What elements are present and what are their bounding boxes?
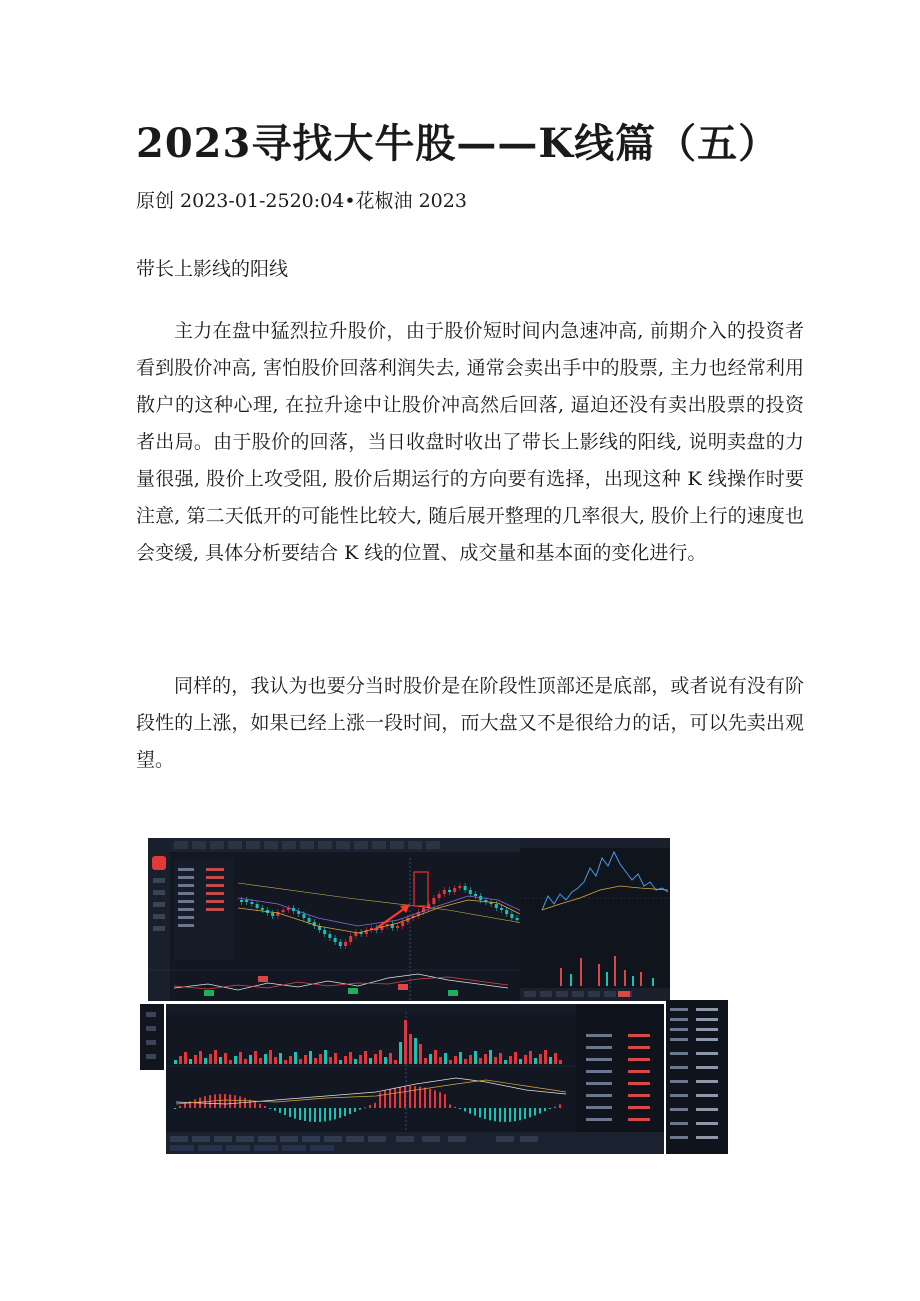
volume-bar [454,1056,457,1064]
volume-bar [184,1052,187,1064]
macd-bar [459,1108,461,1109]
macd-bar [444,1094,446,1108]
macd-bar [449,1104,451,1108]
volume-bar [349,1052,352,1064]
volume-bar [289,1056,292,1064]
candle-body [458,886,461,888]
macd-bar [474,1108,476,1116]
volume-bar [314,1058,317,1064]
candle-body [282,910,285,912]
candle-body [250,902,253,904]
volume-bar [244,1059,247,1064]
macd-bar [504,1108,506,1122]
candle-body [500,908,503,910]
volume-bar [474,1051,477,1064]
macd-bar [194,1099,196,1108]
volume-bar [279,1053,282,1064]
intraday-chart-screenshot [520,838,724,1001]
macd-bar [559,1104,561,1108]
macd-bar [314,1108,316,1122]
section-heading: 带长上影线的阳线 [136,258,289,280]
macd-bar [274,1108,276,1111]
volume-bar [219,1057,222,1064]
macd-bar [264,1106,266,1108]
volume-bar [274,1057,277,1064]
volume-bar [444,1053,447,1064]
macd-bar [174,1108,176,1109]
volume-bar [434,1050,437,1064]
macd-bar [519,1108,521,1120]
volume-bar [194,1055,197,1064]
volume-bar [439,1057,442,1064]
macd-bar [279,1108,281,1113]
intraday-chart-image [520,838,724,1001]
app-logo-icon [152,856,166,870]
volume-bar [419,1044,422,1064]
macd-bar [329,1108,331,1121]
volume-bar [519,1059,522,1064]
macd-bar [344,1108,346,1116]
candle-body [240,900,243,902]
candle-body [510,914,513,918]
candle-body [245,900,248,902]
macd-bar [539,1108,541,1113]
volume-bar [249,1055,252,1064]
volume-bar [364,1051,367,1064]
candle-body [516,918,519,920]
volume-bar [459,1052,462,1064]
volume-bar [264,1054,267,1064]
volume-bar [174,1060,177,1064]
macd-bar [184,1103,186,1108]
candle-body [261,908,264,910]
macd-bar [239,1096,241,1108]
volume-bar [514,1052,517,1064]
macd-bar [364,1107,366,1108]
candle-body [453,888,456,892]
macd-bar [354,1108,356,1112]
volume-bar [259,1058,262,1064]
volume-bar [339,1060,342,1064]
candle-body [334,938,337,942]
volume-bar [344,1056,347,1064]
candle-body [438,894,441,898]
volume-bar [544,1050,547,1064]
macd-bar [469,1108,471,1114]
volume-bar [559,1060,562,1064]
macd-bar [409,1086,411,1108]
macd-bar [359,1108,361,1110]
volume-bar [469,1055,472,1064]
candle-body [464,886,467,890]
macd-bar [454,1107,456,1108]
macd-bar [269,1108,271,1109]
volume-bar [549,1057,552,1064]
macd-bar [219,1094,221,1108]
volume-bar [299,1059,302,1064]
candle-body [443,890,446,894]
macd-bar [179,1106,181,1108]
article-meta: 原创 2023-01-2520:04•花椒油 2023 [136,190,467,212]
macd-bar [509,1108,511,1122]
macd-bar [419,1087,421,1108]
volume-bar [229,1060,232,1064]
macd-bar [369,1105,371,1108]
volume-bar [404,1020,407,1064]
candle-body [302,914,305,918]
volume-bar [329,1057,332,1064]
volume-bar [399,1042,402,1064]
volume-bar [294,1052,297,1064]
candle-body [271,913,274,916]
macd-bar [434,1090,436,1108]
macd-bar [534,1108,536,1116]
volume-bar [254,1051,257,1064]
volume-bar [224,1053,227,1064]
volume-bar [539,1054,542,1064]
candle-body [339,942,342,946]
volume-bar [479,1058,482,1064]
macd-bar [254,1102,256,1108]
macd-bar [304,1108,306,1121]
candle-body [396,926,399,928]
volume-bar [489,1050,492,1064]
macd-bar [259,1104,261,1108]
macd-bar [464,1108,466,1111]
volume-bar [214,1050,217,1064]
volume-bar [359,1055,362,1064]
volume-bar [504,1060,507,1064]
quote-list-screenshot [666,1000,728,1154]
volume-bar [554,1053,557,1064]
volume-bar [239,1052,242,1064]
volume-bar [374,1054,377,1064]
macd-bar [319,1108,321,1122]
volume-bar [534,1058,537,1064]
volume-bar [379,1050,382,1064]
volume-bar [449,1060,452,1064]
paragraph-2: 同样的，我认为也要分当时股价是在阶段性顶部还是底部，或者说有没有阶段性的上涨，如果已经上涨一段时间，而大盘又不是很给力的话，可以先卖出观望。 [136,675,804,771]
volume-bar [484,1054,487,1064]
macd-bar [349,1108,351,1114]
quote-list-image [666,1000,728,1154]
macd-bar [229,1094,231,1108]
volume-macd-image [166,1004,664,1154]
macd-bar [324,1108,326,1121]
macd-bar [524,1108,526,1119]
volume-bar [509,1056,512,1064]
candle-body [256,904,259,908]
volume-bar [189,1059,192,1064]
macd-bar [289,1108,291,1117]
macd-bar [424,1088,426,1108]
macd-bar [414,1086,416,1108]
macd-bar [549,1108,551,1109]
volume-bar [429,1054,432,1064]
volume-bar [494,1057,497,1064]
macd-bar [439,1092,441,1108]
volume-bar [529,1051,532,1064]
volume-bar [354,1059,357,1064]
macd-bar [479,1108,481,1117]
volume-bar [309,1051,312,1064]
volume-bar [269,1050,272,1064]
candle-body [308,918,311,922]
macd-bar [394,1088,396,1108]
macd-bar [309,1108,311,1122]
macd-bar [489,1108,491,1120]
macd-bar [384,1091,386,1108]
candle-body [469,890,472,894]
volume-bar [499,1053,502,1064]
candle-body [432,898,435,904]
volume-bar [234,1056,237,1064]
macd-bar [484,1108,486,1119]
candle-body [505,910,508,914]
volume-bar [424,1058,427,1064]
toolbar-strip-image [140,1004,164,1070]
volume-bar [394,1060,397,1064]
highlight-box [414,872,428,906]
macd-bar [334,1108,336,1119]
macd-bar [544,1108,546,1111]
macd-bar [554,1107,556,1108]
volume-bar [209,1054,212,1064]
volume-bar [389,1053,392,1064]
candle-body [328,934,331,938]
candle-body [448,890,451,892]
volume-bar [199,1051,202,1064]
macd-bar [494,1108,496,1121]
macd-bar [399,1087,401,1108]
volume-bar [334,1053,337,1064]
volume-bar [369,1058,372,1064]
volume-bar [524,1055,527,1064]
macd-bar [244,1098,246,1108]
volume-bar [464,1059,467,1064]
volume-bar [304,1055,307,1064]
candle-body [495,904,498,908]
macd-bar [294,1108,296,1119]
macd-bar [514,1108,516,1121]
candle-body [349,936,352,942]
macd-bar [529,1108,531,1117]
volume-bar [179,1056,182,1064]
volume-bar [204,1058,207,1064]
volume-bar [324,1050,327,1064]
macd-bar [204,1096,206,1108]
macd-bar [339,1108,341,1118]
macd-bar [224,1094,226,1108]
paragraph-1: 主力在盘中猛烈拉升股价，由于股价短时间内急速冲高, 前期介入的投资者看到股价冲高, 害怕股价回落利润失去, 通常会卖出手中的股票, 主力也经常利用散户的这种心理, 在拉升途中让股价冲高然后回落, 逼迫还没有卖出股票的投资者出局。由于股价的回落，当日收盘时收出了带长上影线的阳线, 说明卖盘的力量很强, 股价上攻受阻, 股价后期运行的方向要有选择，出现这种 K 线操作时要注意, 第二天低开的可能性比较大, 随后展开整理的几率很大, 股价上行的速度也会变缓, 具体分析要结合 K 线的位置、成交量和基本面的变化进行。 [136,320,804,564]
macd-bar [429,1089,431,1108]
volume-bar [284,1060,287,1064]
volume-bar [384,1057,387,1064]
candle-body [474,894,477,896]
volume-bar [319,1054,322,1064]
macd-bar [284,1108,286,1115]
volume-bar [414,1038,417,1064]
macd-bar [374,1103,376,1108]
volume-macd-screenshot [166,1004,664,1154]
macd-bar [499,1108,501,1122]
candle-body [344,942,347,946]
candle-body [401,922,404,926]
candle-body [323,930,326,934]
macd-bar [389,1089,391,1108]
volume-bar [409,1034,412,1064]
article-title: 2023寻找大牛股——K线篇（五） [136,120,780,167]
macd-bar [234,1095,236,1108]
toolbar-strip-screenshot [140,1004,164,1070]
macd-bar [299,1108,301,1120]
